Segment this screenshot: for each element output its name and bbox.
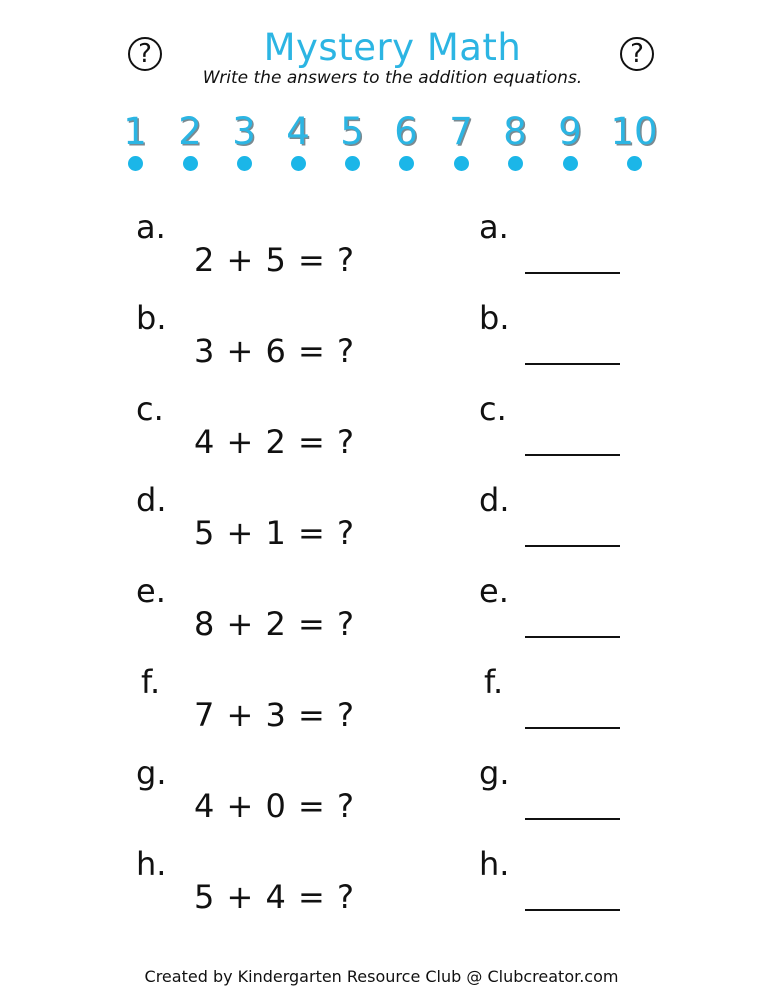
number-line-dot: [237, 156, 252, 171]
problem-letter: f.: [141, 663, 161, 701]
number-line-dot: [508, 156, 523, 171]
page-title: Mystery Math: [263, 26, 522, 69]
number-line-number: 8: [503, 110, 527, 153]
number-line-number: 9: [558, 110, 582, 153]
answer-letter: b.: [479, 299, 510, 337]
addition-equation: 7 + 3 = ?: [194, 696, 355, 734]
answer-blank[interactable]: [525, 272, 620, 274]
addition-equation: 5 + 4 = ?: [194, 878, 355, 916]
addition-equation: 8 + 2 = ?: [194, 605, 355, 643]
problem-letter: a.: [136, 208, 166, 246]
number-line-number: 1: [123, 110, 147, 153]
addition-equation: 5 + 1 = ?: [194, 514, 355, 552]
number-line-number: 10: [610, 110, 658, 153]
number-line-dot: [454, 156, 469, 171]
answer-blank[interactable]: [525, 363, 620, 365]
answer-blank[interactable]: [525, 909, 620, 911]
addition-equation: 4 + 2 = ?: [194, 423, 355, 461]
number-line: [0, 110, 773, 180]
answer-blank[interactable]: [525, 818, 620, 820]
number-line-dot: [563, 156, 578, 171]
answer-letter: c.: [479, 390, 507, 428]
answer-blank[interactable]: [525, 454, 620, 456]
number-line-number: 6: [394, 110, 418, 153]
number-line-dot: [627, 156, 642, 171]
number-line-number: 7: [449, 110, 473, 153]
number-line-dot: [128, 156, 143, 171]
answer-blank[interactable]: [525, 727, 620, 729]
problem-letter: b.: [136, 299, 167, 337]
number-line-number: 5: [340, 110, 364, 153]
answer-letter: g.: [479, 754, 510, 792]
answer-letter: e.: [479, 572, 509, 610]
answer-blank[interactable]: [525, 545, 620, 547]
answer-letter: a.: [479, 208, 509, 246]
footer-credit: Created by Kindergarten Resource Club @ Clubcreator.com: [144, 967, 619, 986]
answer-letter: f.: [484, 663, 504, 701]
problem-letter: c.: [136, 390, 164, 428]
number-line-dot: [291, 156, 306, 171]
problem-letter: e.: [136, 572, 166, 610]
number-line-dot: [399, 156, 414, 171]
answer-letter: h.: [479, 845, 510, 883]
answer-blank[interactable]: [525, 636, 620, 638]
question-mark-glyph: ?: [138, 39, 152, 69]
problem-letter: g.: [136, 754, 167, 792]
problem-letter: h.: [136, 845, 167, 883]
addition-equation: 4 + 0 = ?: [194, 787, 355, 825]
number-line-dot: [345, 156, 360, 171]
number-line-dot: [183, 156, 198, 171]
problem-letter: d.: [136, 481, 167, 519]
number-line-number: 3: [232, 110, 256, 153]
answer-letter: d.: [479, 481, 510, 519]
addition-equation: 2 + 5 = ?: [194, 241, 355, 279]
question-mark-glyph: ?: [630, 39, 644, 69]
page-subtitle: Write the answers to the addition equations.: [202, 68, 583, 88]
number-line-number: 4: [286, 110, 310, 153]
number-line-number: 2: [178, 110, 202, 153]
addition-equation: 3 + 6 = ?: [194, 332, 355, 370]
